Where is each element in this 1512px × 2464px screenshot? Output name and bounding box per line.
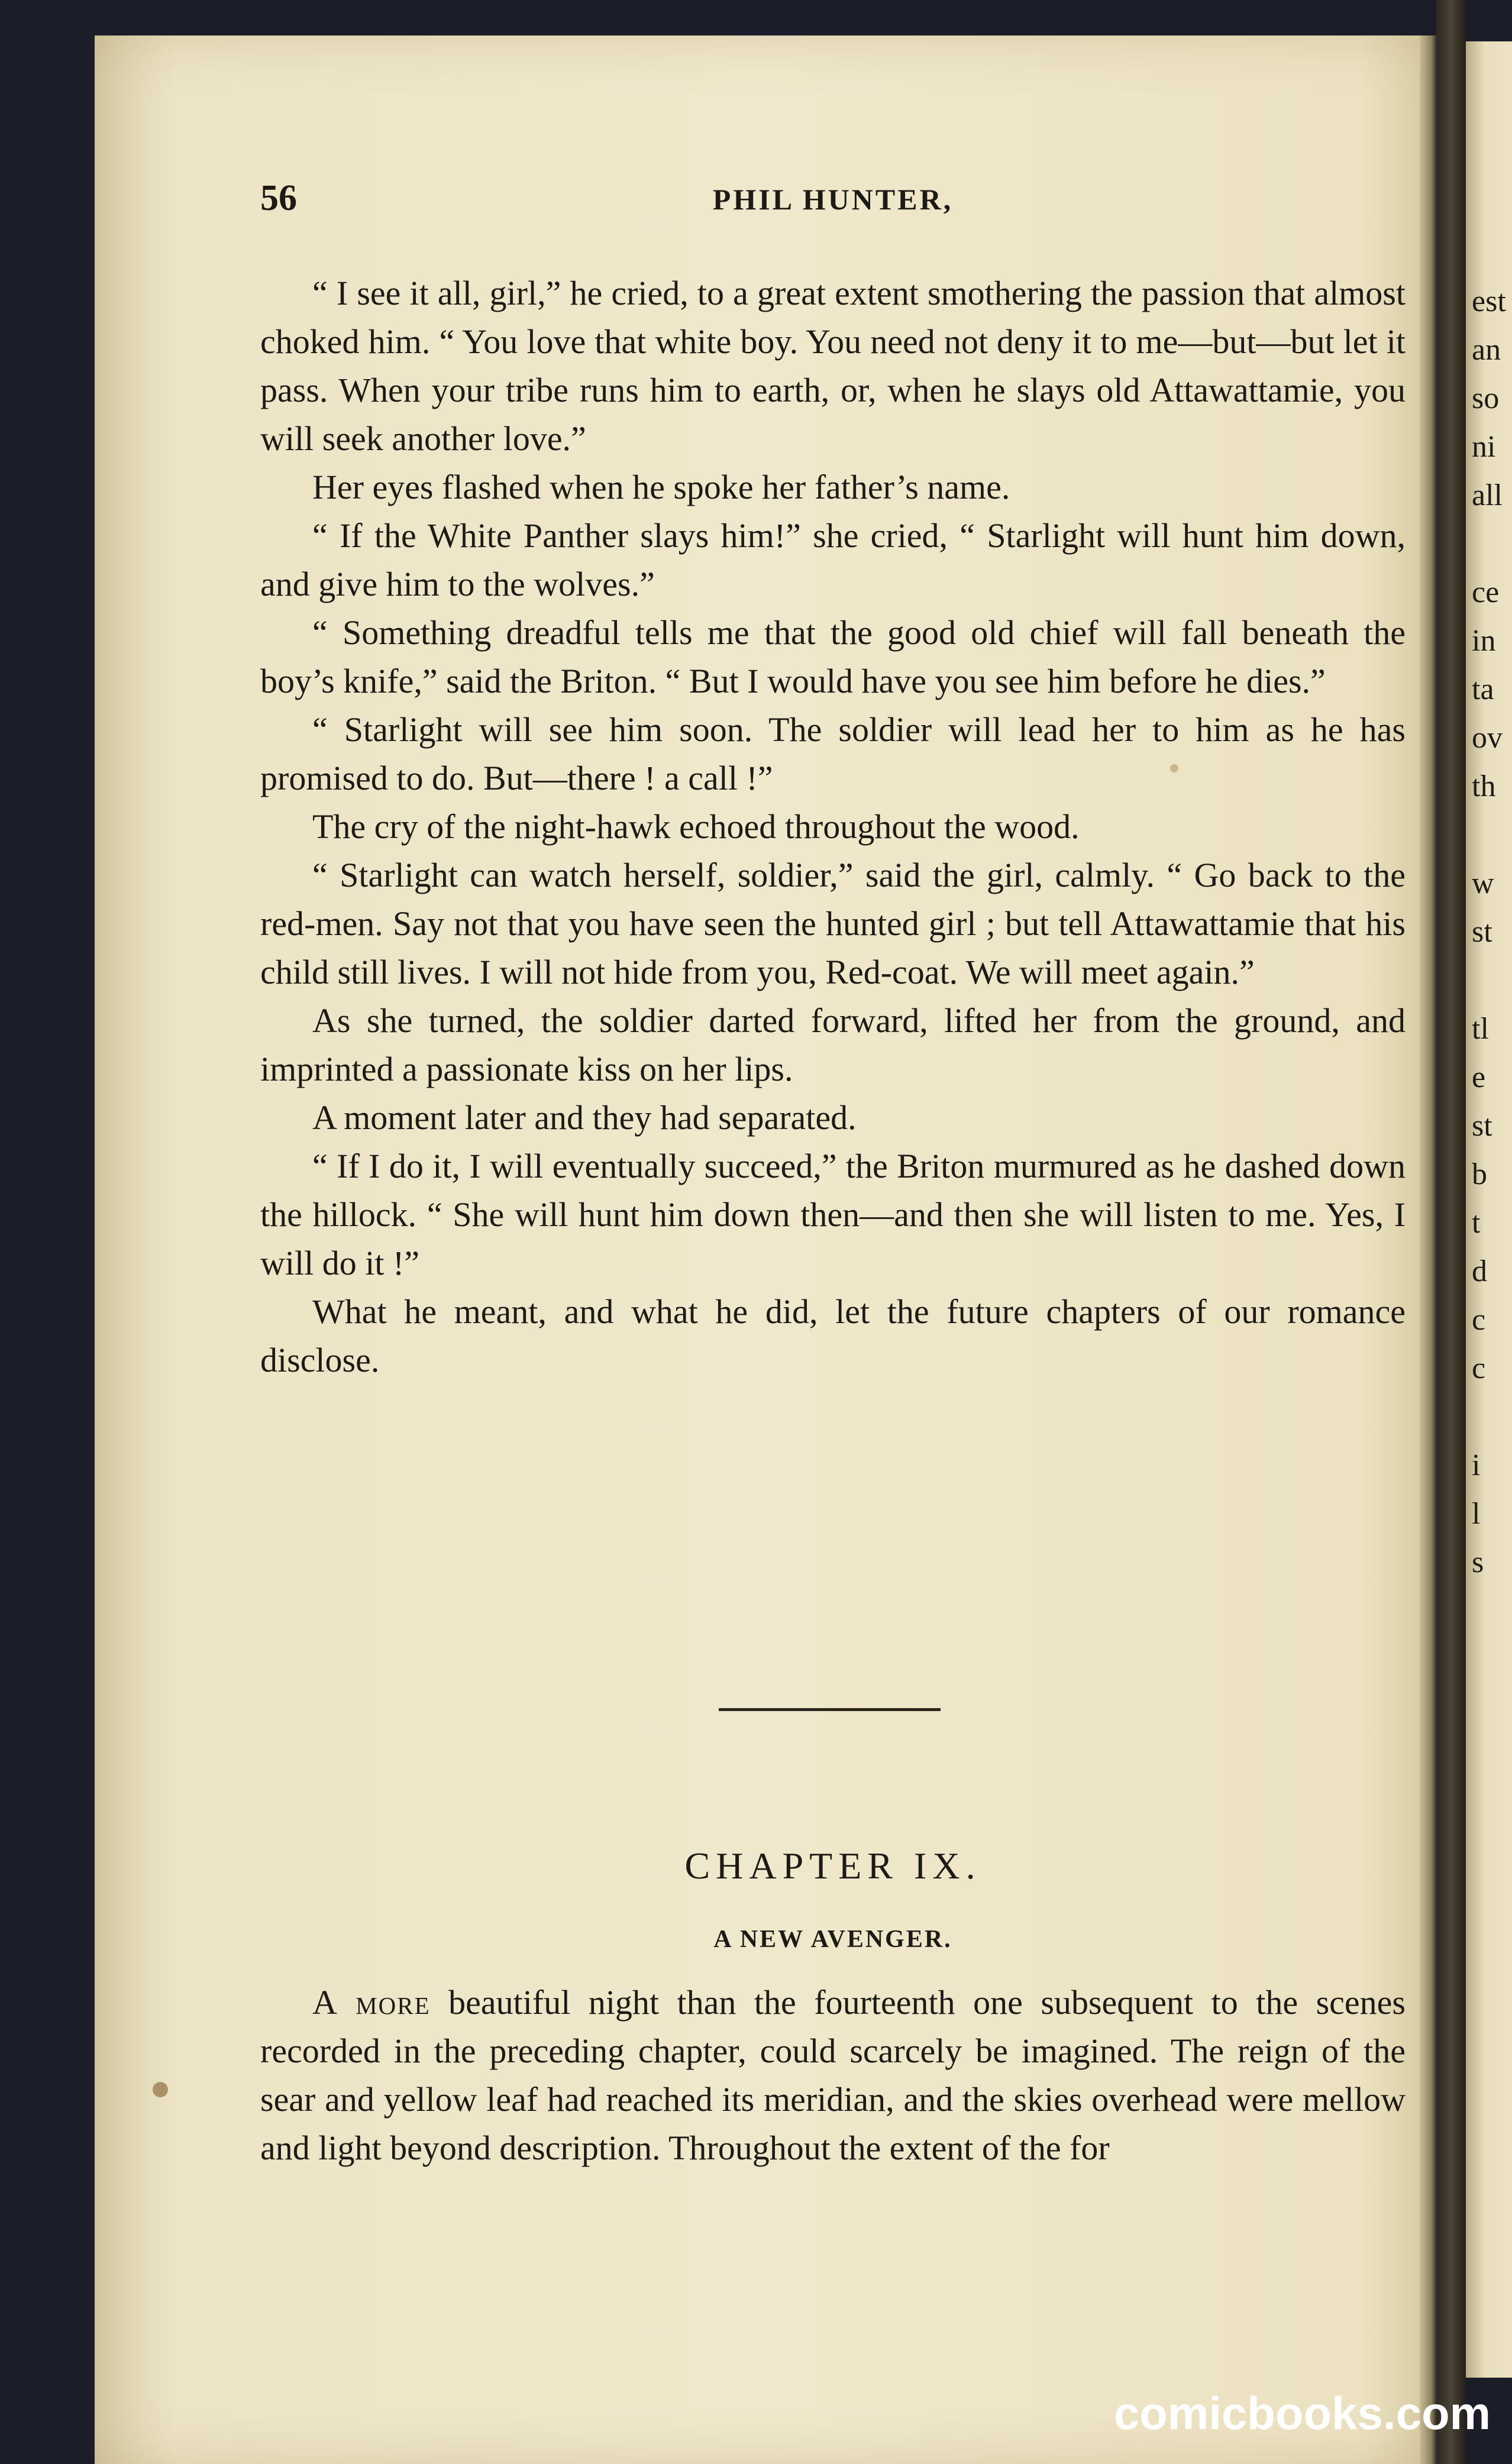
next-page-fragment-line: th [1472, 769, 1496, 803]
page-edge [1420, 35, 1436, 2464]
next-page-fragment-line: an [1472, 333, 1501, 367]
paragraph: “ Starlight can watch herself, soldier,” said the girl, calmly. “ Go back to the red-men. Say not that you have seen the hunted girl ; but tell Attawattamie that his child still lives. I will not hide from you, Red-coat. We will meet again.” [260, 856, 1406, 991]
next-page-fragment-line: ni [1472, 430, 1496, 464]
next-page-fragment-line: so [1472, 381, 1500, 415]
paragraph: “ I see it all, girl,” he cried, to a great extent smothering the passion that almost choked him. “ You love that white boy. You need not deny it to me—but—but let it pass. When your tribe runs him to earth, or, when he slays old Attawattamie, you will seek another love.” [260, 274, 1406, 458]
ink-stain [1170, 764, 1178, 772]
running-title: PHIL HUNTER, [712, 183, 954, 216]
paragraph: “ If I do it, I will eventually succeed,” the Briton murmured as he dashed down the hillock. “ She will hunt him down then—and then she will listen to me. Yes, I will do it !” [260, 1147, 1406, 1282]
paragraph: “ Starlight will see him soon. The soldier will lead her to him as he has promised to do. But—there ! a call !” [260, 710, 1406, 797]
next-page-fragment-line: st [1472, 915, 1492, 949]
next-page-fragment-line: t [1472, 1206, 1481, 1240]
next-page-fragment-line: l [1472, 1497, 1481, 1531]
watermark: comicbooks.com [1113, 2387, 1491, 2439]
next-page-fragment-line: s [1472, 1545, 1484, 1579]
chapter-opening [260, 1978, 1406, 2172]
book-spine [1436, 0, 1466, 2464]
next-page-fragment-line: d [1472, 1254, 1487, 1288]
paragraph: The cry of the night-hawk echoed throughout the wood. [312, 807, 1080, 846]
next-page-fragment-line: ov [1472, 721, 1503, 755]
next-page-fragment [1466, 41, 1512, 2378]
page-number: 56 [260, 178, 297, 218]
chapter-heading: CHAPTER IX. [684, 1845, 981, 1887]
next-page-fragment-line: i [1472, 1448, 1481, 1482]
drop-words: A more [312, 1983, 431, 2022]
section-divider [719, 1708, 941, 1711]
body-text [260, 269, 1406, 1385]
next-page-fragment-line: st [1472, 1109, 1492, 1143]
next-page-fragment-line: in [1472, 624, 1496, 658]
paragraph: “ If the White Panther slays him!” she cried, “ Starlight will hunt him down, and give him to the wolves.” [260, 516, 1406, 603]
ink-stain [153, 2082, 168, 2097]
next-page-fragment-line: w [1472, 866, 1494, 900]
paragraph: As she turned, the soldier darted forward, lifted her from the ground, and imprinted a passionate kiss on her lips. [260, 1001, 1406, 1088]
page-header [260, 177, 1406, 225]
next-page-fragment-line: est [1472, 284, 1506, 318]
next-page-fragment-line: c [1472, 1303, 1486, 1337]
paragraph: Her eyes flashed when he spoke her father’s name. [312, 468, 1010, 506]
paragraph: “ Something dreadful tells me that the good old chief will fall beneath the boy’s knife,” said the Briton. “ But I would have you see him before he dies.” [260, 613, 1406, 700]
next-page-fragment-line: b [1472, 1157, 1487, 1191]
next-page-fragment-line: ta [1472, 672, 1494, 706]
paragraph: A moment later and they had separated. [312, 1098, 857, 1137]
paragraph: What he meant, and what he did, let the future chapters of our romance disclose. [260, 1292, 1406, 1379]
chapter-paragraph [260, 1978, 1406, 2172]
chapter-subtitle: A NEW AVENGER. [713, 1926, 952, 1953]
chapter-opening-text: beautiful night than the fourteenth one subsequent to the scenes recorded in the preceding chapter, could scarcely be imagined. The reign of the sear and yellow leaf had reached its meridian, and the skies overhead were mellow and light beyond description. Throughout the extent of the for [260, 1983, 1406, 2167]
next-page-fragment-line: e [1472, 1060, 1486, 1094]
next-page-fragment-line: all [1472, 478, 1503, 512]
next-page-fragment-line: c [1472, 1351, 1486, 1385]
next-page-fragment-line: tl [1472, 1012, 1489, 1046]
next-page-fragment-line: ce [1472, 575, 1500, 609]
